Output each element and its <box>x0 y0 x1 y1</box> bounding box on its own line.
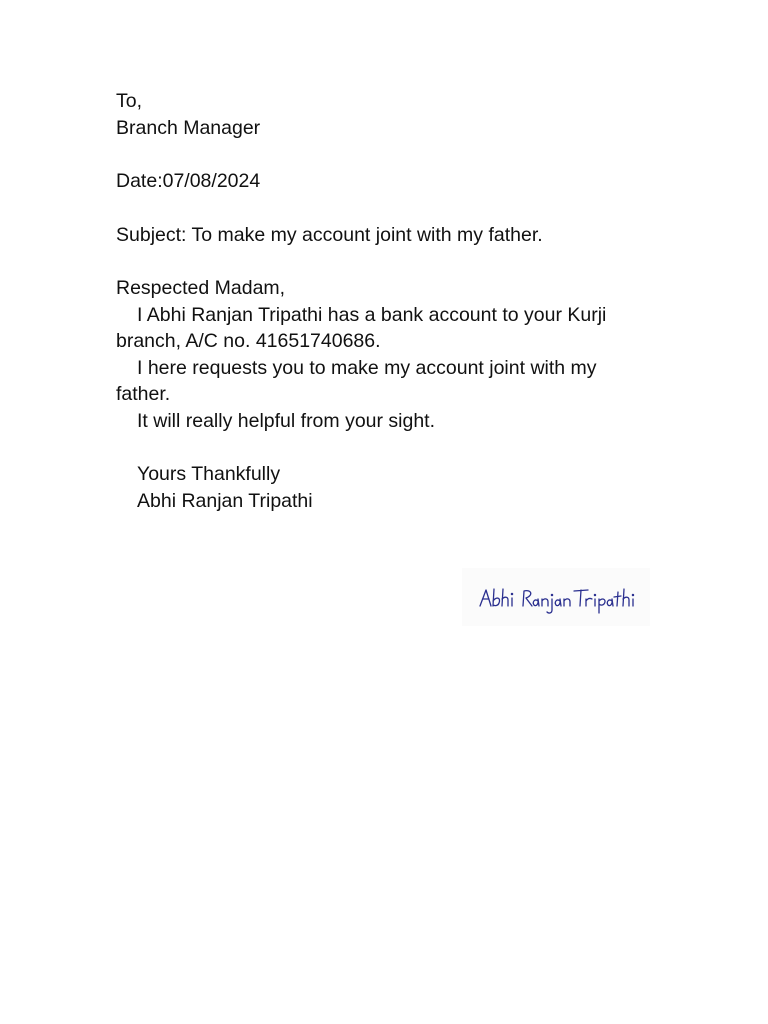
body-paragraph-1-text: I Abhi Ranjan Tripathi has a bank account to your Kurji branch, A/C no. 41651740686. <box>116 303 607 352</box>
letter-subject: Subject: To make my account joint with my father. <box>116 223 543 246</box>
recipient: Branch Manager <box>116 116 261 139</box>
body-paragraph-3 <box>116 408 656 435</box>
signature-icon <box>462 568 650 626</box>
body-paragraph-2-text: I here requests you to make my account joint with my father. <box>116 356 597 405</box>
closing: Yours Thankfully <box>137 463 281 485</box>
letter-date: Date:07/08/2024 <box>116 170 261 192</box>
blank-line <box>116 141 656 168</box>
body-paragraph-3-text: It will really helpful from your sight. <box>137 409 436 432</box>
body-paragraph-1 <box>116 302 656 355</box>
letter-body <box>116 88 656 514</box>
salutation: Respected Madam, <box>116 277 286 299</box>
sender-name: Abhi Ranjan Tripathi <box>137 489 313 512</box>
blank-line <box>116 248 656 275</box>
blank-line <box>116 195 656 222</box>
blank-line <box>116 434 656 461</box>
handwritten-signature <box>462 568 650 626</box>
body-paragraph-2 <box>116 355 656 408</box>
to-label: To, <box>116 90 143 112</box>
